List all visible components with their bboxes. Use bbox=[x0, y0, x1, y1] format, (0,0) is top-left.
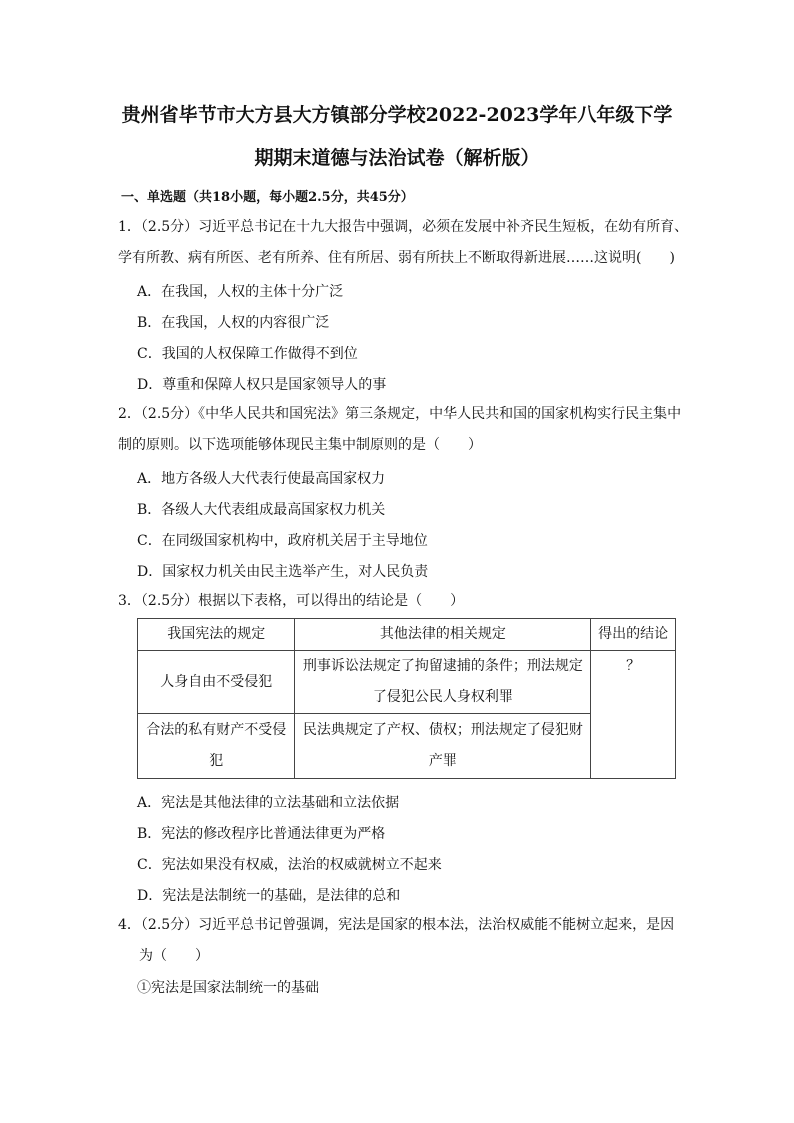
question-4-stem bbox=[118, 910, 680, 972]
question-1-option-c: C．我国的人权保障工作做得不到位 bbox=[137, 346, 358, 362]
question-3-stem bbox=[118, 586, 680, 617]
table-cell: 人身自由不受侵犯 bbox=[138, 651, 295, 714]
table-conclusion-cell: ？ bbox=[591, 651, 676, 779]
table-header-cell: 我国宪法的规定 bbox=[138, 619, 295, 651]
question-3-option-a: A．宪法是其他法律的立法基础和立法依据 bbox=[137, 795, 400, 811]
question-1-stem bbox=[118, 212, 689, 274]
exam-title-line-1: 贵州省毕节市大方县大方镇部分学校2022-2023学年八年级下学 bbox=[121, 104, 673, 126]
question-2-stem bbox=[118, 399, 680, 461]
question-1-option-a: A．在我国，人权的主体十分广泛 bbox=[137, 284, 344, 300]
comparison-table bbox=[137, 618, 676, 779]
question-3-option-b: B．宪法的修改程序比普通法律更为严格 bbox=[137, 826, 386, 842]
table-header-row bbox=[138, 619, 676, 651]
question-4-statement-1: ①宪法是国家法制统一的基础 bbox=[137, 980, 319, 996]
question-4-line-1: 4．（2.5分）习近平总书记曾强调，宪法是国家的根本法，法治权威能不能树立起来，是因 bbox=[118, 917, 675, 933]
question-3-option-c: C．宪法如果没有权威，法治的权威就树立不起来 bbox=[137, 857, 442, 873]
question-2-option-c: C．在同级国家机构中，政府机关居于主导地位 bbox=[137, 533, 428, 549]
section-heading: 一、单选题（共18小题，每小题2.5分，共45分） bbox=[121, 190, 414, 205]
table-cell: 合法的私有财产不受侵犯 bbox=[138, 714, 295, 779]
table-row bbox=[138, 651, 676, 714]
table-cell: 刑事诉讼法规定了拘留逮捕的条件；刑法规定了侵犯公民人身权利罪 bbox=[295, 651, 591, 714]
question-1-line-1: 1．（2.5分）习近平总书记在十九大报告中强调，必须在发展中补齐民生短板，在幼有所育、 bbox=[118, 219, 689, 235]
question-2-option-a: A．地方各级人大代表行使最高国家权力 bbox=[137, 471, 386, 487]
question-2-line-1: 2．（2.5分）《中华人民共和国宪法》第三条规定，中华人民共和国的国家机构实行民主集中 bbox=[118, 406, 682, 422]
exam-title-line-2: 期期末道德与法治试卷（解析版） bbox=[254, 147, 540, 169]
question-2-line-2: 制的原则。以下选项能够体现民主集中制原则的是（ ） bbox=[118, 437, 482, 453]
question-2-option-b: B．各级人大代表组成最高国家权力机关 bbox=[137, 502, 386, 518]
table-header-cell: 得出的结论 bbox=[591, 619, 676, 651]
question-4-line-2: 为（ ） bbox=[139, 948, 209, 964]
question-1-option-b: B．在我国，人权的内容很广泛 bbox=[137, 315, 330, 331]
table-cell: 民法典规定了产权、债权；刑法规定了侵犯财产罪 bbox=[295, 714, 591, 779]
question-1-line-2: 学有所教、病有所医、老有所养、住有所居、弱有所扶上不断取得新进展……这说明( ) bbox=[118, 250, 675, 266]
question-1-option-d: D．尊重和保障人权只是国家领导人的事 bbox=[137, 377, 387, 393]
table-header-cell: 其他法律的相关规定 bbox=[295, 619, 591, 651]
question-3-option-d: D．宪法是法制统一的基础，是法律的总和 bbox=[137, 888, 401, 904]
question-2-option-d: D．国家权力机关由民主选举产生，对人民负责 bbox=[137, 564, 429, 580]
question-3-line-1: 3．（2.5分）根据以下表格，可以得出的结论是（ ） bbox=[118, 593, 465, 609]
